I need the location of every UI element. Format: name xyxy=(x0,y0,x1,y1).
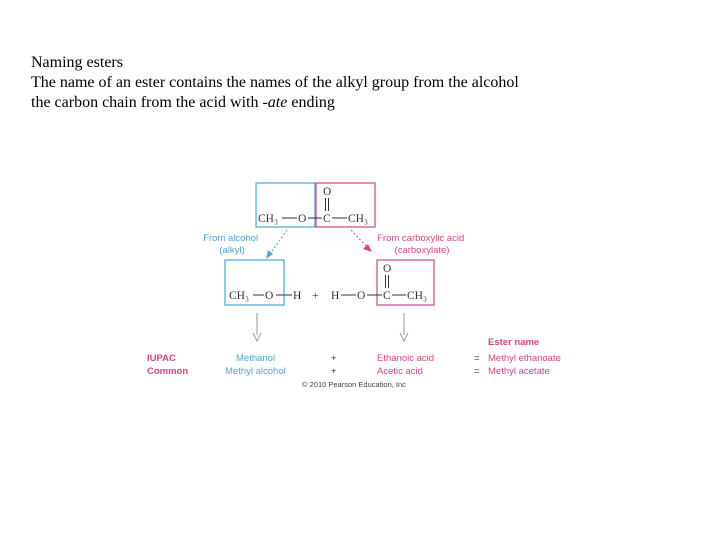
iupac-acid: Ethanoic acid xyxy=(377,353,435,364)
common-equals: = xyxy=(474,366,480,377)
iupac-ester: Methyl ethanoate xyxy=(488,353,561,364)
reactant-ch3: CH₃ xyxy=(229,290,249,302)
iupac-plus: + xyxy=(331,353,337,364)
common-label: Common xyxy=(147,366,189,377)
iupac-equals: = xyxy=(474,353,480,364)
naming-table xyxy=(147,337,561,389)
ate-suffix: ate xyxy=(267,94,288,111)
reactant-h1: H xyxy=(293,290,302,302)
reactant-ch3-right: CH₃ xyxy=(407,290,427,302)
description-line-2-prefix: the carbon chain from the acid with - xyxy=(31,94,268,111)
reactant-o2: O xyxy=(357,290,366,302)
from-alcohol-note xyxy=(203,233,261,256)
common-alcohol: Methyl alcohol xyxy=(225,366,286,377)
from-alcohol-label: From alcohol xyxy=(203,233,259,244)
copyright-notice: © 2010 Pearson Education, Inc xyxy=(302,380,406,389)
from-acid-label: From carboxylic acid xyxy=(377,233,465,244)
carboxylate-label: (carboxylate) xyxy=(394,245,450,256)
alcohol-arrow-shaft xyxy=(270,230,287,254)
reactant-h2: H xyxy=(331,290,340,302)
reactant-plus: + xyxy=(312,290,319,302)
source-notes xyxy=(203,230,467,259)
common-ester: Methyl acetate xyxy=(488,366,550,377)
down-arrows xyxy=(253,313,408,341)
alcohol-arrow-head xyxy=(266,250,273,259)
ester-structure xyxy=(256,183,375,227)
iupac-label: IUPAC xyxy=(147,353,176,364)
acid-arrow-shaft xyxy=(351,230,368,248)
slide-title: Naming esters xyxy=(31,54,123,71)
reactant-carbonyl-o: O xyxy=(383,263,392,275)
ester-c: C xyxy=(323,213,331,225)
ester-ch3-right: CH₃ xyxy=(348,213,368,225)
ester-carbonyl-o: O xyxy=(323,186,332,198)
alkyl-label: (alkyl) xyxy=(219,245,245,256)
reactants-structure xyxy=(225,260,434,305)
iupac-alcohol: Methanol xyxy=(236,353,276,364)
from-acid-note xyxy=(377,233,467,256)
ester-o: O xyxy=(298,213,307,225)
common-acid: Acetic acid xyxy=(377,366,423,377)
reactant-c: C xyxy=(383,290,391,302)
description-line-1: The name of an ester contains the names of the alkyl group from the alcohol xyxy=(31,74,519,91)
description-line-2-suffix: ending xyxy=(287,94,335,111)
ester-name-header: Ester name xyxy=(488,337,540,348)
common-plus: + xyxy=(331,366,337,377)
acid-arrow-head xyxy=(363,244,372,252)
ester-ch3-left: CH₃ xyxy=(258,213,278,225)
reactant-o1: O xyxy=(265,290,274,302)
